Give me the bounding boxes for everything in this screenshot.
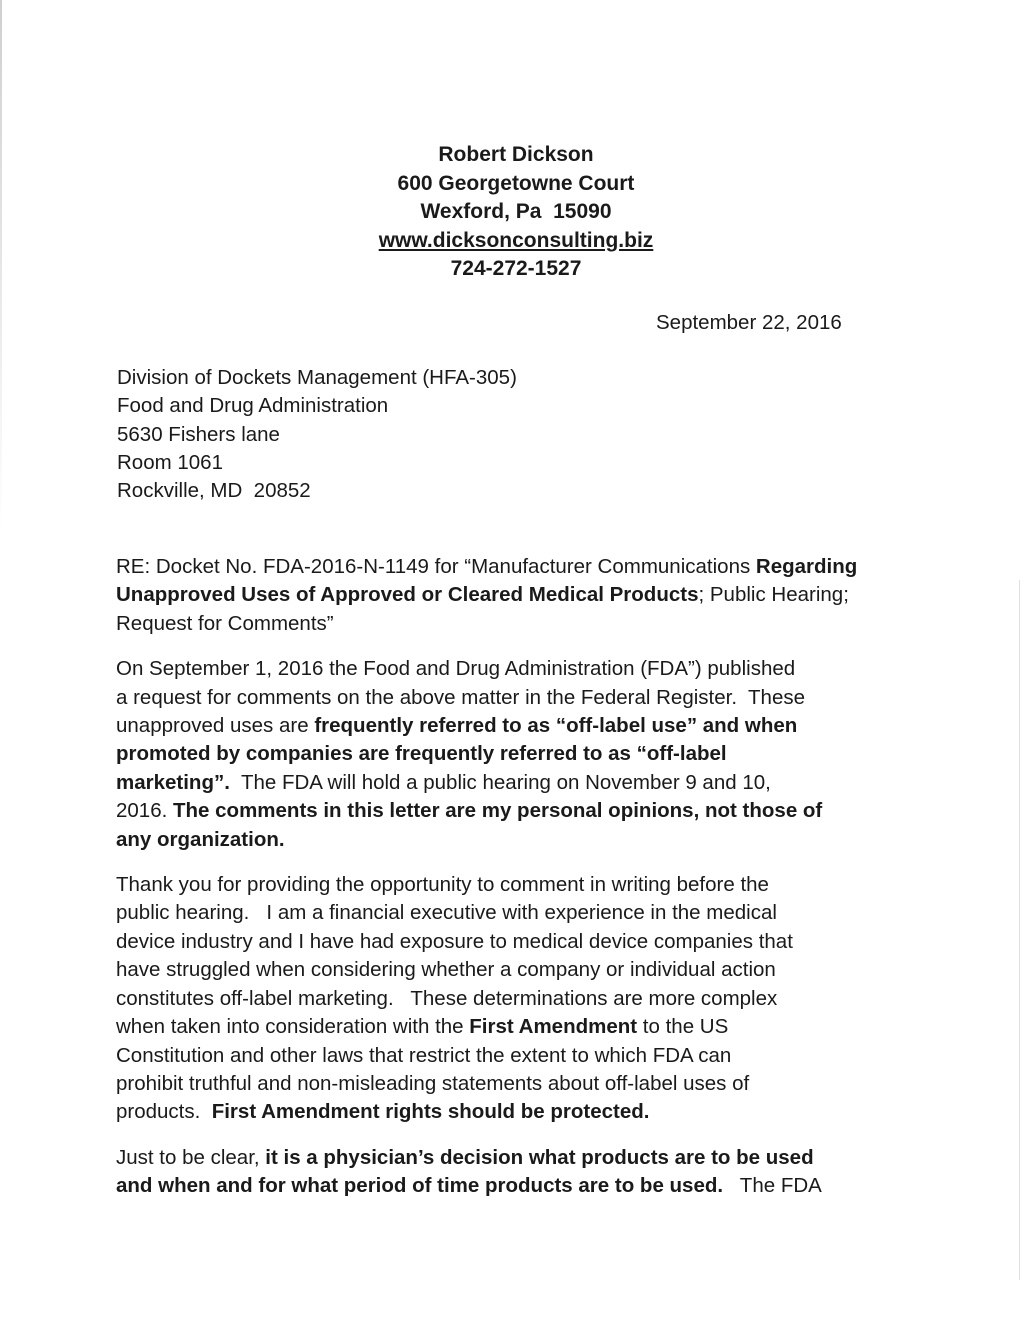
text-line (116, 1013, 906, 1041)
bold-text-run: frequently referred to as “off-label use” and when (314, 714, 798, 738)
letter-date: September 22, 2016 (656, 311, 842, 334)
text-line: public hearing. I am a financial executive with experience in the medical (116, 901, 777, 925)
text-line (116, 1144, 906, 1172)
bold-text-run: The comments in this letter are my personal opinions, not those of (173, 799, 823, 823)
text-run: RE: Docket No. FDA-2016-N-1149 for “Manufacturer Communications (116, 555, 756, 578)
bold-text-run: it is a physician’s decision what products are to be used (265, 1145, 814, 1169)
scan-edge (1019, 580, 1020, 1280)
letter-body (116, 553, 906, 1201)
bold-text-run: promoted by companies are frequently referred to as “off-label (116, 742, 727, 766)
text-line: prohibit truthful and non-misleading statements about off-label uses of (116, 1071, 750, 1095)
text-line (116, 581, 906, 609)
sender-city: Wexford, Pa 15090 (420, 200, 612, 223)
text-run: Just to be clear, (116, 1145, 266, 1169)
text-run: The FDA will hold a public hearing on November 9 and 10, (229, 770, 771, 794)
bold-text-run: marketing”. (116, 770, 230, 794)
bold-text-run: Unapproved Uses of Approved or Cleared Medical Products (116, 583, 699, 607)
paragraph-2 (116, 871, 906, 1127)
text-line: constitutes off-label marketing. These determinations are more complex (116, 986, 778, 1010)
re-line (116, 553, 906, 638)
paragraph-1 (116, 655, 906, 854)
text-line (116, 769, 906, 797)
addressee-line: 5630 Fishers lane (117, 422, 280, 446)
text-line: device industry and I have had exposure to medical device companies that (116, 929, 793, 953)
text-run: ; Public Hearing; (698, 583, 849, 607)
addressee-line: Rockville, MD 20852 (117, 479, 311, 503)
bold-text-run: any organization. (116, 827, 285, 851)
sender-name: Robert Dickson (438, 143, 594, 166)
text-run: The FDA (723, 1174, 822, 1198)
text-line: Thank you for providing the opportunity to comment in writing before the (116, 873, 769, 897)
bold-text-run: First Amendment rights should be protected. (211, 1100, 650, 1124)
bold-text-run: Regarding (755, 555, 858, 578)
text-run: unapproved uses are (116, 714, 315, 738)
text-line: Constitution and other laws that restrict the extent to which FDA can (116, 1043, 732, 1067)
letterhead (0, 141, 1024, 284)
text-line: have struggled when considering whether a company or individual action (116, 958, 776, 982)
text-run: products. (116, 1100, 212, 1124)
sender-website-link[interactable]: www.dicksonconsulting.biz (378, 228, 654, 252)
text-line (116, 1098, 906, 1126)
text-line: Request for Comments” (116, 611, 334, 635)
addressee-line: Food and Drug Administration (117, 394, 389, 418)
bold-text-run: First Amendment (469, 1015, 638, 1039)
text-line (116, 553, 906, 581)
text-line (116, 1172, 906, 1200)
text-line: a request for comments on the above matter in the Federal Register. These (116, 685, 806, 709)
text-line (116, 797, 906, 825)
addressee-line: Room 1061 (117, 450, 223, 474)
sender-phone: 724-272-1527 (450, 257, 582, 280)
text-line (116, 740, 906, 768)
text-line (116, 826, 906, 854)
paragraph-3 (116, 1144, 906, 1201)
text-run: to the US (637, 1015, 729, 1039)
text-run: 2016. (116, 799, 173, 823)
addressee-block (117, 364, 517, 505)
sender-street: 600 Georgetowne Court (397, 171, 635, 195)
bold-text-run: and when and for what period of time products are to be used. (116, 1174, 724, 1198)
text-line (116, 712, 906, 740)
text-line: On September 1, 2016 the Food and Drug Administration (FDA”) published (116, 657, 796, 681)
text-run: when taken into consideration with the (116, 1015, 470, 1039)
addressee-line: Division of Dockets Management (HFA-305) (117, 366, 517, 389)
